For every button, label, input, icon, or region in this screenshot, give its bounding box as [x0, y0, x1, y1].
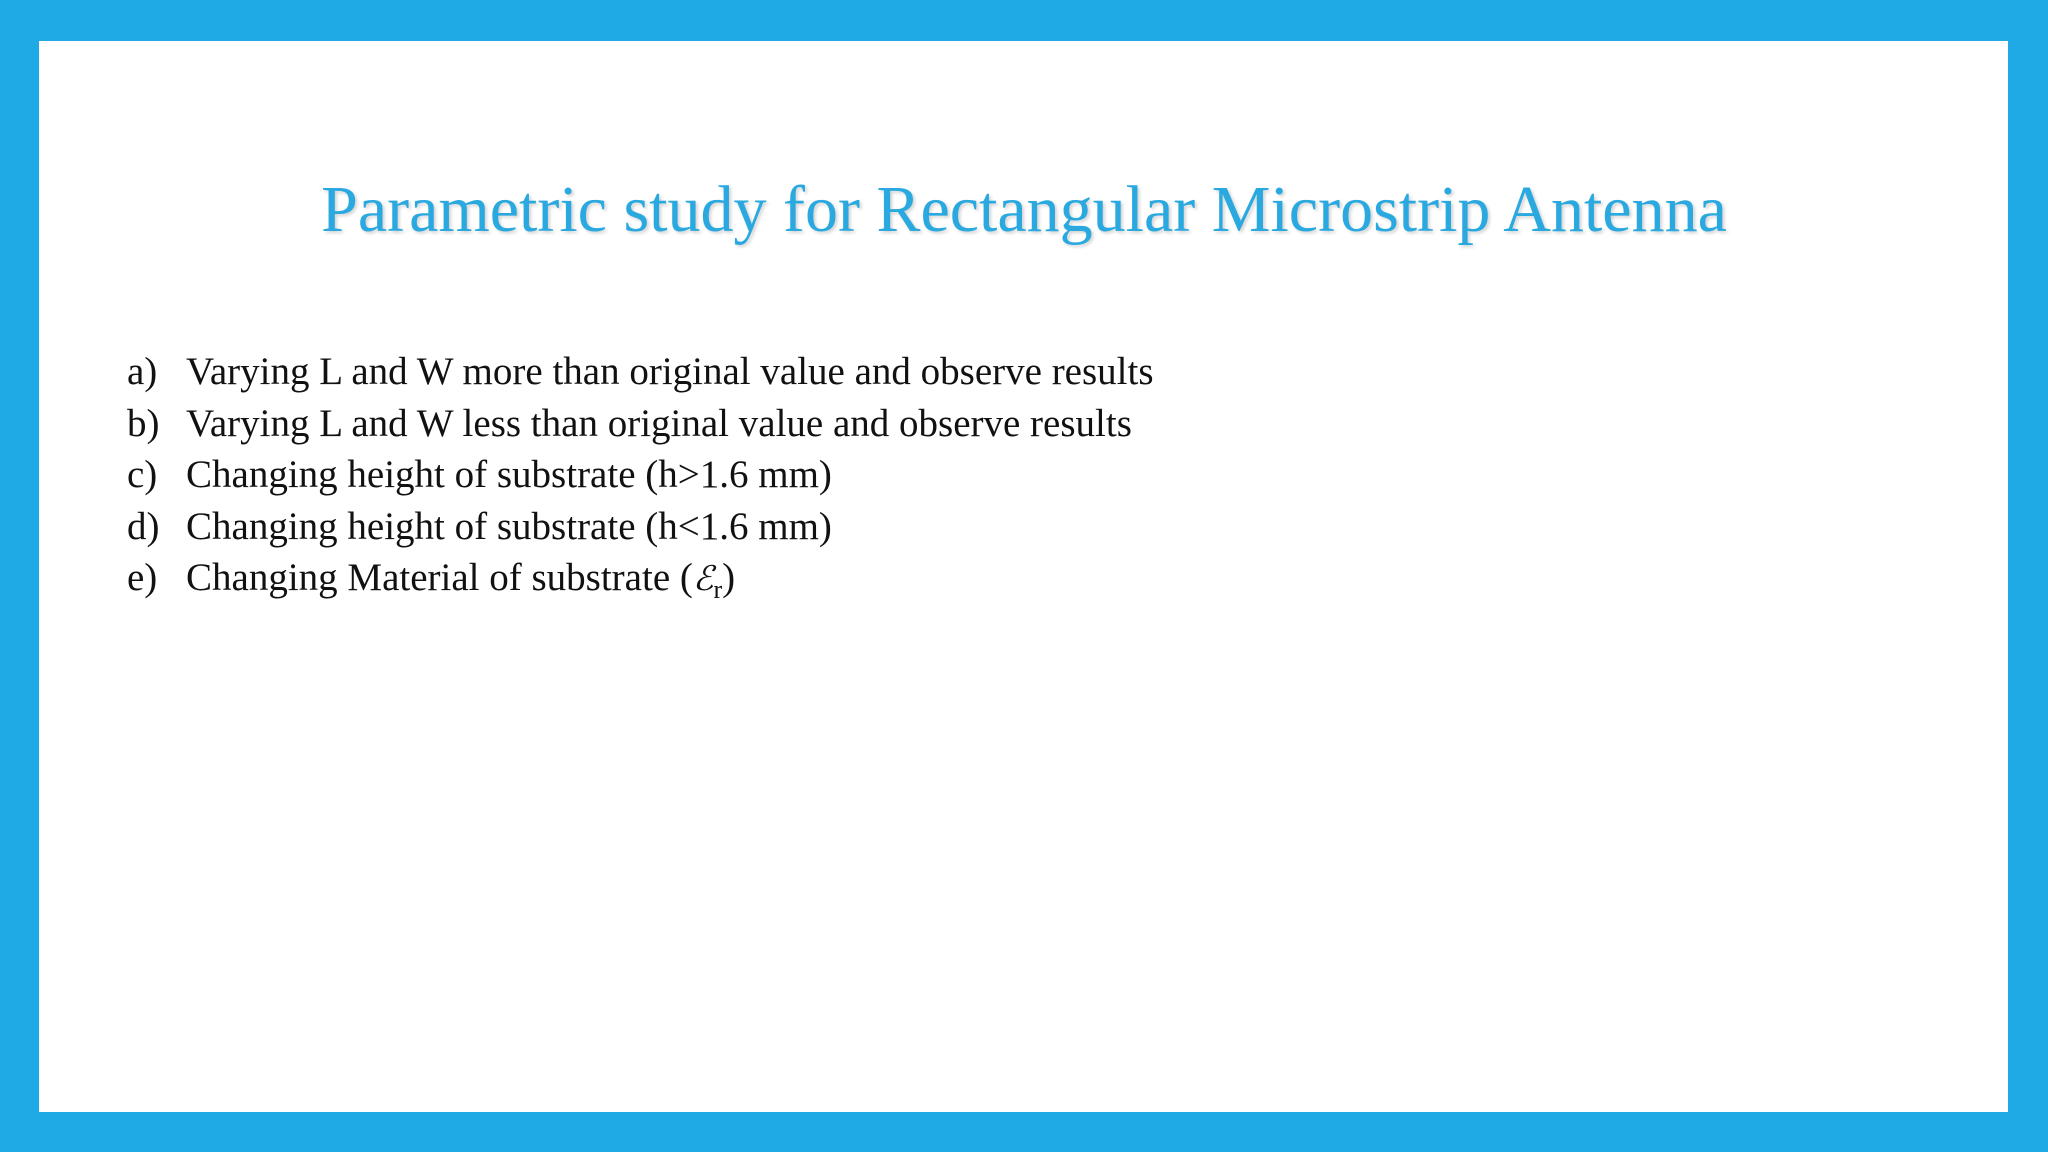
- list-marker: b): [127, 401, 160, 445]
- list-marker: c): [127, 453, 158, 496]
- epsilon-symbol: ℰ: [692, 559, 714, 599]
- slide-title: Parametric study for Rectangular Microstrip Antenna: [321, 173, 1727, 246]
- list-item-text: Changing height of substrate (h>1.6 mm): [186, 453, 832, 496]
- epsilon-subscript: r: [713, 575, 723, 604]
- permittivity-prefix: Changing Material of substrate (: [186, 556, 693, 599]
- list-item-text: Varying L and W less than original value and observe results: [186, 401, 1132, 445]
- list-marker: e): [127, 556, 158, 599]
- list-item-text: Changing height of substrate (h<1.6 mm): [186, 504, 832, 548]
- list-item-text: Varying L and W more than original value and observe results: [186, 350, 1154, 393]
- list-item-text-permittivity: [186, 552, 735, 605]
- list-marker: d): [127, 504, 160, 548]
- list-marker: a): [127, 350, 158, 393]
- permittivity-suffix: ): [722, 556, 736, 599]
